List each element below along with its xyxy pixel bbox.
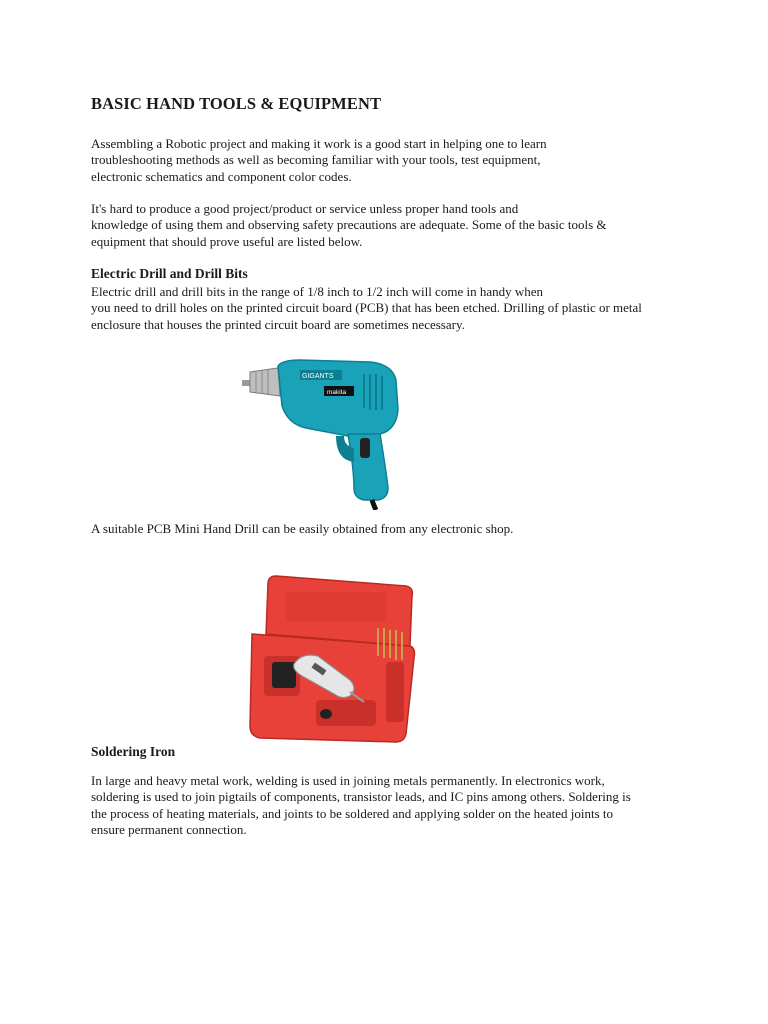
text-line: ensure permanent connection.: [91, 821, 247, 837]
mini-drill-note: [91, 521, 513, 537]
section-heading-soldering: Soldering Iron: [91, 744, 176, 759]
mini-drill-kit-icon: [246, 572, 418, 744]
text-line: In large and heavy metal work, welding is used in joining metals permanently. In electronics work,: [91, 773, 605, 788]
drill-trigger: [360, 438, 370, 458]
drill-chuck: [250, 368, 280, 396]
text-line: It's hard to produce a good project/product or service unless proper hand tools and: [91, 201, 519, 216]
text-line: equipment that should prove useful are listed below.: [91, 233, 363, 249]
text-line: troubleshooting methods as well as becoming familiar with your tools, test equipment,: [91, 152, 541, 168]
text-line: electronic schematics and component color codes.: [91, 168, 352, 184]
soldering-paragraph: [91, 773, 631, 838]
power-adapter: [272, 662, 296, 688]
text-line: A suitable PCB Mini Hand Drill can be easily obtained from any electronic shop.: [91, 521, 514, 536]
intro-paragraph-2: [91, 201, 607, 250]
text-line: knowledge of using them and observing safety precautions are adequate. Some of the basic tools &: [91, 217, 607, 233]
drill-paragraph: [91, 284, 642, 333]
text-line: Assembling a Robotic project and making it work is a good start in helping one to learn: [91, 136, 547, 151]
drill-model-label: GIGANTS: [302, 373, 334, 380]
drill-brand-label: makita: [327, 389, 347, 396]
text-line: enclosure that houses the printed circuit board are sometimes necessary.: [91, 316, 465, 332]
text-line: Electric drill and drill bits in the range of 1/8 inch to 1/2 inch will come in handy when: [91, 284, 544, 299]
text-line: you need to drill holes on the printed circuit board (PCB) that has been etched. Drilling of plastic or metal: [91, 300, 642, 316]
page-title: BASIC HAND TOOLS & EQUIPMENT: [91, 94, 382, 113]
text-line: the process of heating materials, and joints to be soldered and applying solder on the heated joints to: [91, 805, 614, 821]
intro-paragraph-1: [91, 136, 547, 185]
section-heading-drill: Electric Drill and Drill Bits: [91, 266, 248, 281]
mini-drill-kit-image: [246, 572, 418, 744]
electric-drill-image: [240, 350, 410, 510]
drill-cord: [372, 500, 376, 510]
electric-drill-icon: [240, 350, 410, 510]
text-line: soldering is used to join pigtails of components, transistor leads, and IC pins among others. Soldering is: [91, 789, 631, 805]
